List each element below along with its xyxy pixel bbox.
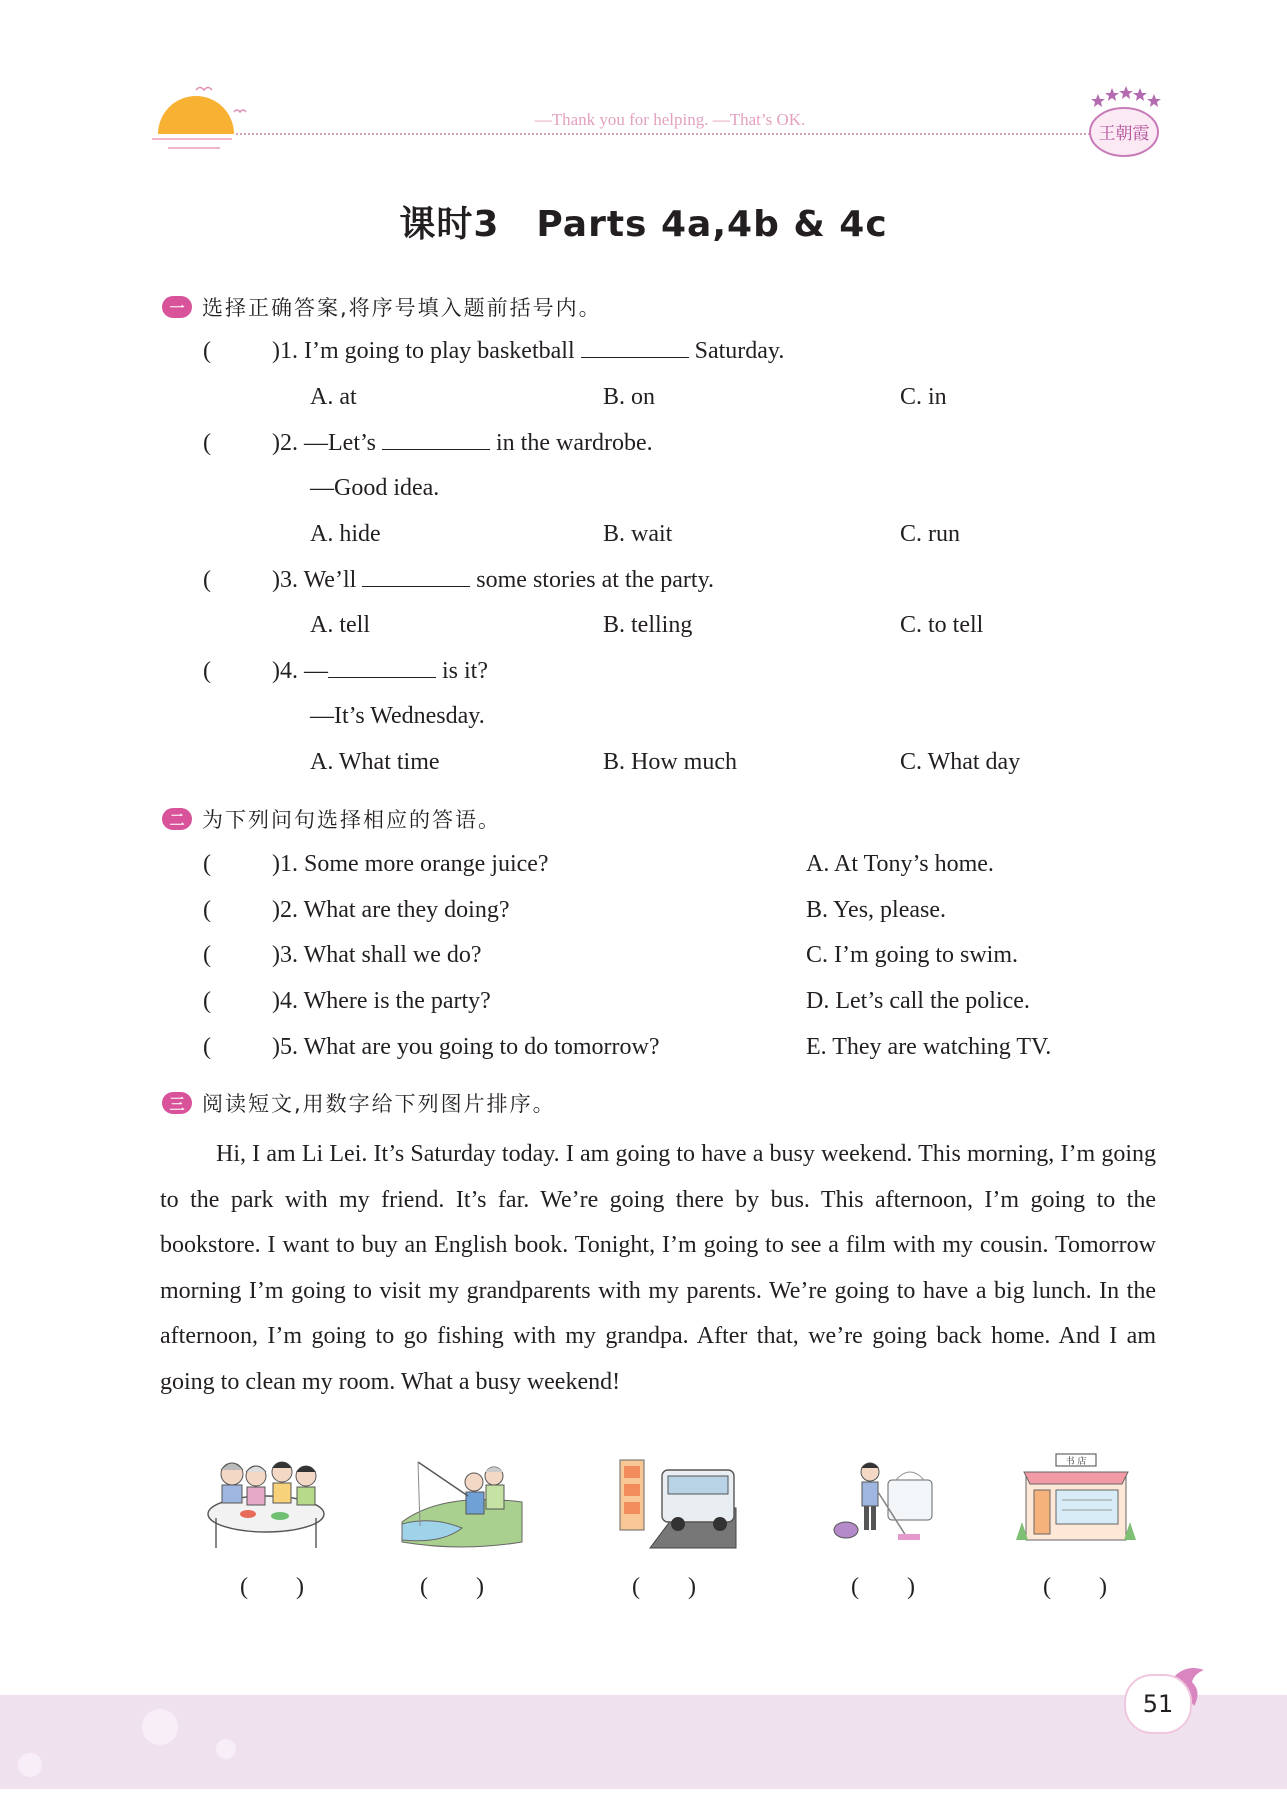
section-3-header	[162, 1088, 556, 1118]
svg-text:王朝霞: 王朝霞	[1098, 124, 1150, 144]
section-badge: 一	[162, 296, 192, 318]
page-title: 课时3 Parts 4a,4b & 4c	[399, 204, 888, 245]
option-c: C. run	[900, 521, 960, 547]
section-badge: 二	[162, 808, 192, 830]
match-answer-a: A. At Tony’s home.	[806, 851, 994, 877]
question-number: )3.	[272, 942, 298, 968]
question-2-reply: —Good idea.	[310, 475, 440, 501]
answer-paren: (	[203, 338, 211, 364]
question-text: —Let’s	[304, 430, 376, 456]
blank-line	[328, 657, 436, 678]
question-4	[272, 656, 488, 686]
answer-paren: (	[203, 851, 211, 877]
match-question-4	[272, 986, 491, 1016]
question-text: We’ll	[303, 567, 357, 593]
section-2-header	[162, 804, 501, 834]
question-text: What are you going to do tomorrow?	[303, 1034, 660, 1060]
answer-paren: (	[203, 1034, 211, 1060]
picture-answer-paren[interactable]: ( )	[1043, 1574, 1107, 1600]
option-a: A. at	[310, 384, 357, 410]
picture-answer-paren[interactable]: ( )	[420, 1574, 484, 1600]
question-text: is it?	[442, 658, 488, 684]
section-badge: 三	[162, 1092, 192, 1114]
match-answer-c: C. I’m going to swim.	[806, 942, 1019, 968]
question-text: —	[304, 658, 328, 684]
section-1-header	[162, 292, 602, 322]
answer-paren: (	[203, 988, 211, 1014]
option-c: C. to tell	[900, 612, 984, 638]
picture-answer-paren[interactable]: ( )	[851, 1574, 915, 1600]
question-number: )1.	[272, 338, 298, 364]
bus-stop-picture	[610, 1452, 738, 1552]
answer-paren: (	[203, 942, 211, 968]
option-b: B. wait	[603, 521, 673, 547]
reading-passage: Hi, I am Li Lei. It’s Saturday today. I am going to have a busy weekend. This morning, I’m going to the park with my friend. It’s far. We’re going there by bus. This afternoon, I’m going to the bookstore. I want to buy an English book. Tonight, I’m going to see a film with my cousin. Tomorrow morning I’m going to visit my grandparents with my parents. We’re going to have a big lunch. In the afternoon, I’m going to go fishing with my grandpa. After that, we’re going back home. And I am going to clean my room. What a busy weekend!	[160, 1141, 1156, 1395]
question-2	[272, 428, 653, 458]
decor-line	[168, 147, 220, 149]
option-c: C. What day	[900, 749, 1021, 775]
fishing-picture	[398, 1452, 526, 1552]
picture-answer-paren[interactable]: ( )	[632, 1574, 696, 1600]
footer-bubbles	[0, 1695, 1287, 1789]
question-text: Some more orange juice?	[304, 851, 549, 877]
blank-line	[382, 429, 490, 450]
answer-paren: (	[203, 658, 211, 684]
option-b: B. telling	[603, 612, 693, 638]
match-answer-d: D. Let’s call the police.	[806, 988, 1030, 1014]
question-number: )2.	[272, 430, 298, 456]
question-text: I’m going to play basketball	[304, 338, 575, 364]
match-answer-b: B. Yes, please.	[806, 897, 947, 923]
option-a: A. tell	[310, 612, 370, 638]
blank-line	[362, 566, 470, 587]
family-lunch-picture	[202, 1452, 330, 1552]
question-3	[272, 565, 714, 595]
option-b: B. on	[603, 384, 656, 410]
brand-logo	[1082, 84, 1166, 160]
question-text: Where is the party?	[303, 988, 491, 1014]
answer-paren: (	[203, 567, 211, 593]
option-a: A. hide	[310, 521, 381, 547]
match-question-3	[272, 940, 482, 970]
question-4-reply: —It’s Wednesday.	[310, 703, 485, 729]
cleaning-room-picture	[826, 1452, 954, 1552]
footer-band	[0, 1695, 1287, 1789]
match-question-5	[272, 1032, 660, 1062]
header-motto: —Thank you for helping. —That’s OK.	[534, 110, 806, 129]
match-question-2	[272, 895, 510, 925]
match-question-1	[272, 849, 549, 879]
section-instruction: 选择正确答案,将序号填入题前括号内。	[202, 296, 602, 320]
answer-paren: (	[203, 430, 211, 456]
question-text: What shall we do?	[303, 942, 482, 968]
svg-text:书 店: 书 店	[1065, 1457, 1087, 1467]
decor-line	[152, 138, 232, 140]
birds-icon	[194, 84, 254, 120]
match-answer-e: E. They are watching TV.	[806, 1034, 1052, 1060]
question-1	[272, 336, 784, 366]
section-instruction: 为下列问句选择相应的答语。	[202, 808, 501, 832]
question-number: )3.	[272, 567, 298, 593]
picture-answer-paren[interactable]: ( )	[240, 1574, 304, 1600]
question-text: Saturday.	[694, 338, 785, 364]
bookstore-picture	[1012, 1452, 1140, 1552]
section-instruction: 阅读短文,用数字给下列图片排序。	[202, 1092, 556, 1116]
question-text: in the wardrobe.	[496, 430, 653, 456]
question-number: )1.	[272, 851, 298, 877]
question-text: some stories at the party.	[476, 567, 715, 593]
blank-line	[581, 337, 689, 358]
question-number: )4.	[272, 658, 298, 684]
question-number: )4.	[272, 988, 298, 1014]
option-b: B. How much	[603, 749, 737, 775]
option-c: C. in	[900, 384, 947, 410]
page-number: 51	[1124, 1674, 1192, 1734]
question-text: What are they doing?	[303, 897, 510, 923]
option-a: A. What time	[310, 749, 440, 775]
header-dotted-line	[236, 133, 1090, 135]
question-number: )5.	[272, 1034, 298, 1060]
question-number: )2.	[272, 897, 298, 923]
answer-paren: (	[203, 897, 211, 923]
